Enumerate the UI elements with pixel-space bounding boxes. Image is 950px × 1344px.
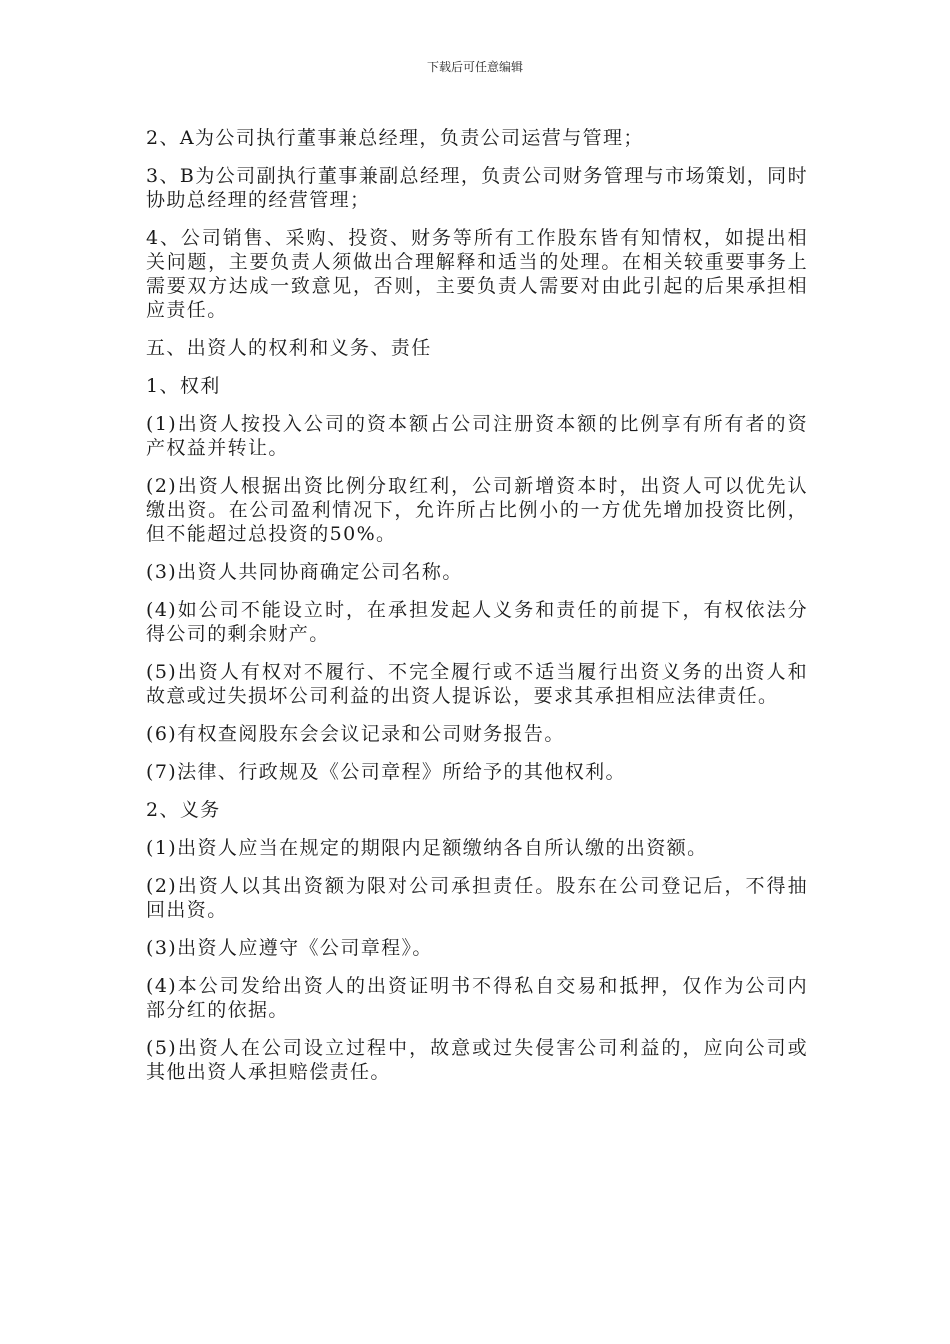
obligations-item-5: (5)出资人在公司设立过程中，故意或过失侵害公司利益的，应向公司或其他出资人承担赔偿责任。 [146,1037,808,1083]
obligations-item-4: (4)本公司发给出资人的出资证明书不得私自交易和抵押，仅作为公司内部分红的依据。 [146,975,808,1021]
rights-item-7: (7)法律、行政规及《公司章程》所给予的其他权利。 [146,761,626,783]
section-heading-investor-rights-obligations: 五、出资人的权利和义务、责任 [146,337,432,359]
subsection-heading-obligations: 2、义务 [146,799,221,821]
rights-item-3: (3)出资人共同协商确定公司名称。 [146,561,463,583]
rights-item-4: (4)如公司不能设立时，在承担发起人义务和责任的前提下，有权依法分得公司的剩余财产。 [146,599,808,645]
paragraph-item-3-deputy: 3、B为公司副执行董事兼副总经理，负责公司财务管理与市场策划，同时协助总经理的经营管理； [146,165,808,211]
obligations-item-1: (1)出资人应当在规定的期限内足额缴纳各自所认缴的出资额。 [146,837,708,859]
page-header-note: 下载后可任意编辑 [426,60,523,74]
paragraph-item-2-ceo: 2、A为公司执行董事兼总经理，负责公司运营与管理； [146,127,644,149]
document-body [146,126,808,1098]
rights-item-5: (5)出资人有权对不履行、不完全履行或不适当履行出资义务的出资人和故意或过失损坏公司利益的出资人提诉讼，要求其承担相应法律责任。 [146,661,808,707]
rights-item-6: (6)有权查阅股东会会议记录和公司财务报告。 [146,723,565,745]
rights-item-1: (1)出资人按投入公司的资本额占公司注册资本额的比例享有所有者的资产权益并转让。 [146,413,808,459]
obligations-item-3: (3)出资人应遵守《公司章程》。 [146,937,433,959]
obligations-item-2: (2)出资人以其出资额为限对公司承担责任。股东在公司登记后，不得抽回出资。 [146,875,808,921]
paragraph-item-4-right-to-know: 4、公司销售、采购、投资、财务等所有工作股东皆有知情权，如提出相关问题，主要负责人须做出合理解释和适当的处理。在相关较重要事务上需要双方达成一致意见，否则，主要负责人需要对由此引起的后果承担相应责任。 [146,227,808,321]
rights-item-2: (2)出资人根据出资比例分取红利，公司新增资本时，出资人可以优先认缴出资。在公司盈利情况下，允许所占比例小的一方优先增加投资比例，但不能超过总投资的50%。 [146,475,808,545]
subsection-heading-rights: 1、权利 [146,375,221,397]
